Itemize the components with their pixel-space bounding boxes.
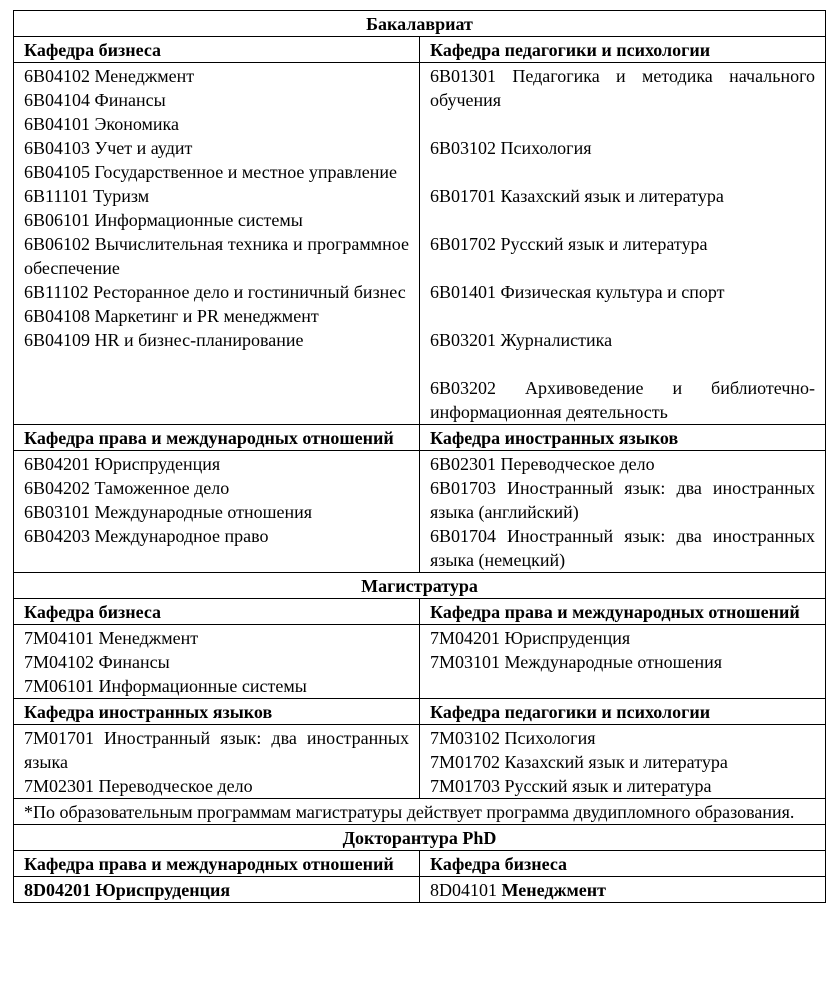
bachelor-programs-row: [14, 63, 826, 425]
list-item: 6В04104 Финансы: [24, 90, 166, 110]
master-law-list: [420, 625, 826, 699]
phd-header-row: [14, 851, 826, 877]
master-title: Магистратура: [14, 573, 826, 599]
phd-law-program: [14, 877, 420, 903]
master-languages-header: Кафедра иностранных языков: [14, 699, 420, 725]
list-item: 6В04102 Менеджмент: [24, 66, 195, 86]
list-item: 6В06102 Вычислительная техника и программное обеспечение: [24, 234, 409, 278]
bachelor-header-row: [14, 37, 826, 63]
list-item: 6В01401 Физическая культура и спорт: [430, 282, 725, 302]
list-item: 6В04108 Маркетинг и PR менеджмент: [24, 306, 319, 326]
list-item: 6В04201 Юриспруденция: [24, 454, 221, 474]
bachelor-section-row: [14, 11, 826, 37]
list-item: 6В03101 Международные отношения: [24, 502, 312, 522]
list-item: 6В01703 Иностранный язык: два иностранных языка (английский): [430, 478, 816, 522]
master-header-row: [14, 599, 826, 625]
list-item: 6В03102 Психология: [430, 138, 592, 158]
programs-table: [13, 10, 826, 903]
bachelor-languages-list: [420, 451, 826, 573]
list-item: 6В06101 Информационные системы: [24, 210, 303, 230]
list-item: 6В01702 Русский язык и литература: [430, 234, 708, 254]
master-pedagogy-header: Кафедра педагогики и психологии: [420, 699, 826, 725]
list-item: 6В04105 Государственное и местное управление: [24, 162, 398, 182]
list-item: 6В01704 Иностранный язык: два иностранных языка (немецкий): [430, 526, 816, 570]
list-item: 6В04109 HR и бизнес-планирование: [24, 330, 304, 350]
list-item: 6В04101 Экономика: [24, 114, 179, 134]
list-item: 7М03102 Психология: [430, 728, 596, 748]
list-item: 8D04201 Юриспруденция: [24, 880, 231, 900]
list-item: 6В02301 Переводческое дело: [430, 454, 655, 474]
list-item: 7М01703 Русский язык и литература: [430, 776, 712, 796]
list-item: 7М02301 Переводческое дело: [24, 776, 253, 796]
list-item: 6В04202 Таможенное дело: [24, 478, 230, 498]
master-pedagogy-list: [420, 725, 826, 799]
list-item: 6В03202 Архивоведение и библиотечно-информационная деятельность: [430, 378, 816, 422]
master-business-header: Кафедра бизнеса: [14, 599, 420, 625]
phd-business-header: Кафедра бизнеса: [420, 851, 826, 877]
program-name: Менеджмент: [501, 880, 606, 900]
master-business-list: [14, 625, 420, 699]
list-item: 6В04203 Международное право: [24, 526, 269, 546]
list-item: 7М04201 Юриспруденция: [430, 628, 631, 648]
master-note-row: [14, 799, 826, 825]
bachelor-pedagogy-list: [420, 63, 826, 425]
list-item: 6В03201 Журналистика: [430, 330, 613, 350]
list-item: 7М03101 Международные отношения: [430, 652, 722, 672]
list-item: 7М01702 Казахский язык и литература: [430, 752, 728, 772]
bachelor-header-row-2: [14, 425, 826, 451]
bachelor-programs-row-2: [14, 451, 826, 573]
program-code: 8D04101: [430, 880, 497, 900]
phd-law-header: Кафедра права и международных отношений: [14, 851, 420, 877]
phd-title: Докторантура PhD: [14, 825, 826, 851]
phd-programs-row: [14, 877, 826, 903]
bachelor-law-header: Кафедра права и международных отношений: [14, 425, 420, 451]
list-item: 7М01701 Иностранный язык: два иностранных языка: [24, 728, 409, 772]
list-item: 7М04102 Финансы: [24, 652, 170, 672]
list-item: 7М06101 Информационные системы: [24, 676, 307, 696]
bachelor-law-list: [14, 451, 420, 573]
master-programs-row-2: [14, 725, 826, 799]
phd-section-row: [14, 825, 826, 851]
list-item: 6В01301 Педагогика и методика начального обучения: [430, 66, 816, 110]
master-note: *По образовательным программам магистратуры действует программа двудипломного образования.: [14, 799, 826, 825]
bachelor-title: Бакалавриат: [14, 11, 826, 37]
phd-business-program: [420, 877, 826, 903]
list-item: 6В11102 Ресторанное дело и гостиничный бизнес: [24, 282, 406, 302]
bachelor-pedagogy-header: Кафедра педагогики и психологии: [420, 37, 826, 63]
master-law-header: Кафедра права и международных отношений: [420, 599, 826, 625]
list-item: 6В04103 Учет и аудит: [24, 138, 193, 158]
master-section-row: [14, 573, 826, 599]
bachelor-languages-header: Кафедра иностранных языков: [420, 425, 826, 451]
list-item: 7М04101 Менеджмент: [24, 628, 199, 648]
bachelor-business-header: Кафедра бизнеса: [14, 37, 420, 63]
list-item: 6В11101 Туризм: [24, 186, 150, 206]
bachelor-business-list: [14, 63, 420, 425]
list-item: 6В01701 Казахский язык и литература: [430, 186, 724, 206]
master-languages-list: [14, 725, 420, 799]
master-programs-row: [14, 625, 826, 699]
master-header-row-2: [14, 699, 826, 725]
